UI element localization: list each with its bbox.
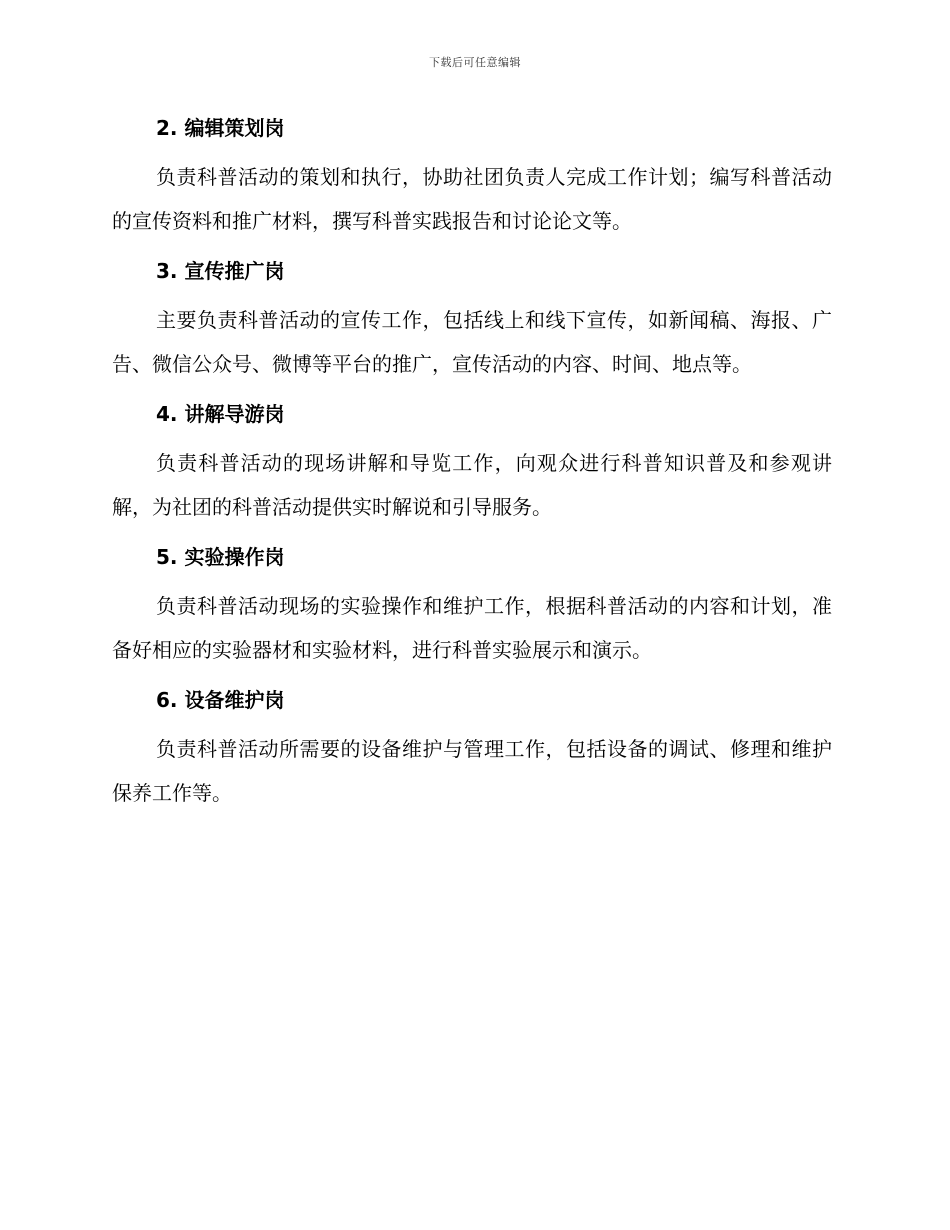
section-heading: 6. 设备维护岗 — [156, 688, 285, 712]
section-heading: 5. 实验操作岗 — [156, 545, 285, 569]
section-heading: 3. 宣传推广岗 — [156, 259, 285, 283]
section-editing-planning — [112, 112, 832, 243]
section-body: 负责科普活动的现场讲解和导览工作，向观众进行科普知识普及和参观讲解，为社团的科普活动提供实时解说和引导服务。 — [112, 451, 832, 519]
section-heading: 4. 讲解导游岗 — [156, 402, 285, 426]
section-promotion — [112, 255, 832, 386]
section-body: 主要负责科普活动的宣传工作，包括线上和线下宣传，如新闻稿、海报、广告、微信公众号、微博等平台的推广，宣传活动的内容、时间、地点等。 — [112, 308, 832, 376]
section-body: 负责科普活动的策划和执行，协助社团负责人完成工作计划；编写科普活动的宣传资料和推广材料，撰写科普实践报告和讨论论文等。 — [112, 165, 832, 233]
section-heading: 2. 编辑策划岗 — [156, 116, 285, 140]
section-body: 负责科普活动所需要的设备维护与管理工作，包括设备的调试、修理和维护保养工作等。 — [112, 737, 832, 805]
section-body: 负责科普活动现场的实验操作和维护工作，根据科普活动的内容和计划，准备好相应的实验器材和实验材料，进行科普实验展示和演示。 — [112, 594, 832, 662]
section-guide — [112, 398, 832, 529]
page-header-note: 下载后可任意编辑 — [429, 56, 521, 69]
document-body — [112, 112, 832, 827]
section-equipment — [112, 684, 832, 815]
section-experiment — [112, 541, 832, 672]
